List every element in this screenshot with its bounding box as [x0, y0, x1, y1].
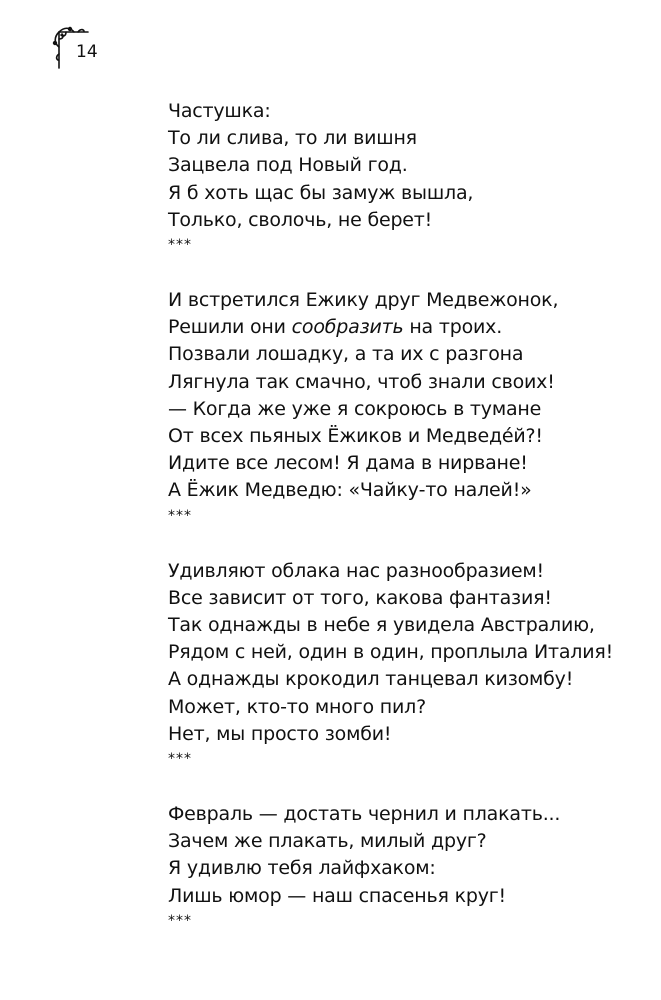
stanza-separator: ***: [168, 912, 192, 929]
poem-line: От всех пьяных Ёжиков и Медведéй?!: [168, 425, 543, 448]
line-part: Решили они: [168, 316, 292, 339]
poem-line: Зачем же плакать, милый друг?: [168, 830, 487, 853]
italic-word: сообразить: [291, 316, 404, 339]
poem-line: Только, сволочь, не берет!: [168, 208, 433, 231]
poem-line: То ли слива, то ли вишня: [168, 127, 417, 150]
stanza-2: [168, 287, 628, 527]
poem-line: Я удивлю тебя лайфхаком:: [168, 857, 436, 880]
poem-line: Может, кто-то много пил?: [168, 695, 426, 718]
poem-line: Зацвела под Новый год.: [168, 154, 408, 177]
stanza-4: [168, 801, 628, 932]
poem-line: — Когда же уже я сокроюсь в тумане: [168, 397, 542, 420]
poem-line: Я б хоть щас бы замуж вышла,: [168, 181, 474, 204]
poem-line: Идите все лесом! Я дама в нирване!: [168, 452, 528, 475]
stanza-1: [168, 98, 628, 256]
line-part: на троих.: [403, 316, 503, 339]
poem-line: И встретился Ежику друг Медвежонок,: [168, 289, 559, 312]
poem-line: Позвали лошадку, а та их с разгона: [168, 343, 524, 366]
poem-line: Февраль — достать чернил и плакать...: [168, 803, 561, 826]
poem-line: Частушка:: [168, 100, 271, 122]
poem-line: А однажды крокодил танцевал кизомбу!: [168, 668, 574, 691]
stanza-separator: ***: [168, 507, 192, 524]
poem-line: Лишь юмор — наш спасенья круг!: [168, 884, 506, 907]
stanza-3: [168, 558, 628, 770]
poem-line: Все зависит от того, какова фантазия!: [168, 586, 552, 609]
poem-line: Удивляют облака нас разнообразием!: [168, 559, 544, 582]
stanza-separator: ***: [168, 237, 192, 254]
poem-line: Лягнула так смачно, чтоб знали своих!: [168, 370, 555, 393]
stanza-separator: ***: [168, 751, 192, 768]
poem-line: Нет, мы просто зомби!: [168, 722, 392, 745]
poem-line: [168, 314, 628, 341]
poem-line: А Ёжик Медведю: «Чайку-то налей!»: [168, 479, 532, 502]
poem-line: Так однажды в небе я увидела Австралию,: [168, 614, 595, 637]
poem-line: Рядом с ней, один в один, проплыла Италия!: [168, 641, 614, 664]
poem-text: [168, 98, 628, 963]
page-number: 14: [76, 42, 98, 62]
